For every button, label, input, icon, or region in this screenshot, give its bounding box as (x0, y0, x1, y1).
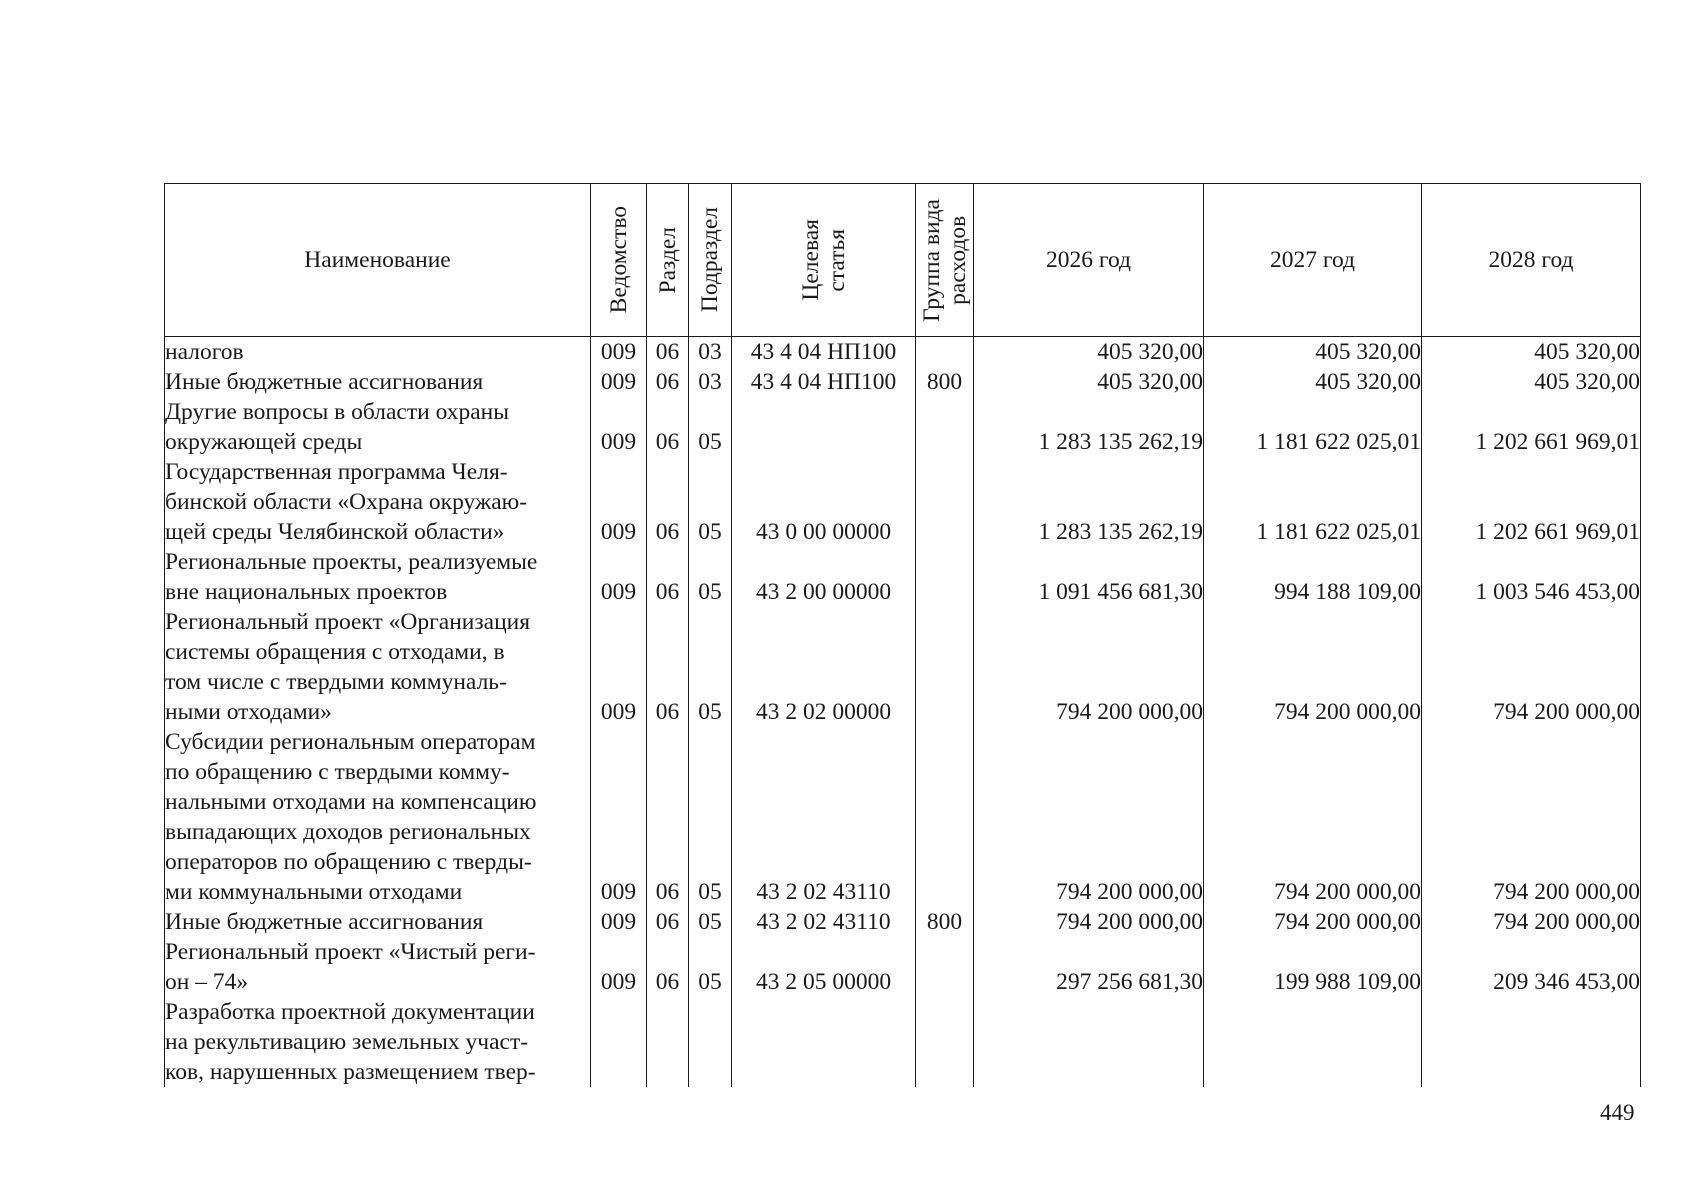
cell-name (165, 937, 591, 997)
cell-amount-2027 (1204, 997, 1422, 1087)
name-line: том числе с твердыми коммуналь- (165, 669, 507, 695)
cell-podrazdel: 05 (689, 457, 732, 547)
cell-expense-group (916, 937, 974, 997)
page-number: 449 (1600, 1100, 1635, 1125)
cell-razdel: 06 (647, 547, 689, 607)
name-line: операторов по обращению с тверды- (165, 849, 532, 875)
name-line: Другие вопросы в области охраны (165, 399, 510, 425)
cell-amount-2026: 405 320,00 (974, 367, 1204, 397)
table-row (165, 907, 1641, 937)
cell-amount-2026: 1 283 135 262,19 (974, 397, 1204, 457)
cell-name (165, 457, 591, 547)
cell-vedomstvo: 009 (591, 547, 647, 607)
cell-expense-group: 800 (916, 367, 974, 397)
cell-vedomstvo: 009 (591, 457, 647, 547)
cell-amount-2026: 1 283 135 262,19 (974, 457, 1204, 547)
cell-podrazdel: 05 (689, 607, 732, 727)
header-year-2028: 2028 год (1422, 184, 1641, 337)
table-row (165, 937, 1641, 997)
header-podrazdel: Подраздел (689, 184, 732, 337)
table-row (165, 397, 1641, 457)
name-line: выпадающих доходов региональных (165, 819, 531, 845)
cell-expense-group (916, 727, 974, 907)
name-line: щей среды Челябинской области» (165, 519, 505, 545)
cell-podrazdel: 05 (689, 937, 732, 997)
cell-amount-2028: 209 346 453,00 (1422, 937, 1641, 997)
cell-vedomstvo: 009 (591, 727, 647, 907)
name-line: Региональный проект «Чистый реги- (165, 939, 536, 965)
table-row (165, 547, 1641, 607)
cell-vedomstvo: 009 (591, 397, 647, 457)
cell-target-article: 43 2 00 00000 (732, 547, 916, 607)
cell-expense-group (916, 397, 974, 457)
name-line: вне национальных проектов (165, 579, 448, 605)
cell-amount-2027: 1 181 622 025,01 (1204, 397, 1422, 457)
cell-target-article: 43 2 02 43110 (732, 907, 916, 937)
cell-podrazdel (689, 997, 732, 1087)
cell-name (165, 397, 591, 457)
table-row (165, 367, 1641, 397)
cell-podrazdel: 03 (689, 337, 732, 368)
cell-target-article (732, 397, 916, 457)
cell-podrazdel: 05 (689, 907, 732, 937)
name-line: на рекультивацию земельных участ- (165, 1029, 529, 1055)
cell-vedomstvo: 009 (591, 907, 647, 937)
cell-amount-2027: 794 200 000,00 (1204, 727, 1422, 907)
cell-amount-2027: 405 320,00 (1204, 367, 1422, 397)
name-line: он – 74» (165, 969, 249, 995)
cell-vedomstvo: 009 (591, 937, 647, 997)
table-row (165, 727, 1641, 907)
table-body (165, 337, 1641, 1088)
cell-amount-2026: 297 256 681,30 (974, 937, 1204, 997)
name-line: Региональные проекты, реализуемые (165, 549, 538, 575)
cell-name (165, 607, 591, 727)
cell-razdel: 06 (647, 337, 689, 368)
cell-amount-2026: 794 200 000,00 (974, 727, 1204, 907)
cell-amount-2028: 794 200 000,00 (1422, 607, 1641, 727)
cell-amount-2028: 405 320,00 (1422, 367, 1641, 397)
header-row (165, 184, 1641, 337)
cell-amount-2028 (1422, 997, 1641, 1087)
name-line: Субсидии региональным операторам (165, 729, 536, 755)
cell-expense-group (916, 547, 974, 607)
cell-vedomstvo (591, 997, 647, 1087)
cell-target-article: 43 2 02 43110 (732, 727, 916, 907)
table-row (165, 607, 1641, 727)
cell-target-article: 43 4 04 НП100 (732, 367, 916, 397)
header-razdel: Раздел (647, 184, 689, 337)
cell-target-article: 43 2 05 00000 (732, 937, 916, 997)
cell-amount-2026: 405 320,00 (974, 337, 1204, 368)
cell-vedomstvo: 009 (591, 367, 647, 397)
name-line: по обращению с твердыми комму- (165, 759, 510, 785)
cell-amount-2028: 1 202 661 969,01 (1422, 397, 1641, 457)
cell-name (165, 367, 591, 397)
cell-name (165, 727, 591, 907)
budget-table (164, 183, 1641, 1087)
cell-name (165, 547, 591, 607)
cell-razdel: 06 (647, 457, 689, 547)
cell-razdel: 06 (647, 607, 689, 727)
name-line: ными отходами» (165, 699, 332, 725)
name-line: ми коммунальными отходами (165, 879, 463, 905)
cell-razdel (647, 997, 689, 1087)
cell-amount-2027: 794 200 000,00 (1204, 607, 1422, 727)
cell-podrazdel: 03 (689, 367, 732, 397)
cell-vedomstvo: 009 (591, 607, 647, 727)
cell-amount-2027: 405 320,00 (1204, 337, 1422, 368)
cell-target-article: 43 2 02 00000 (732, 607, 916, 727)
name-line: нальными отходами на компенсацию (165, 789, 537, 815)
cell-expense-group (916, 607, 974, 727)
cell-amount-2026: 794 200 000,00 (974, 907, 1204, 937)
cell-razdel: 06 (647, 907, 689, 937)
cell-amount-2028: 1 003 546 453,00 (1422, 547, 1641, 607)
name-line: окружающей среды (165, 429, 363, 455)
cell-amount-2026: 1 091 456 681,30 (974, 547, 1204, 607)
name-line: бинской области «Охрана окружаю- (165, 489, 528, 515)
name-line: налогов (165, 339, 244, 365)
cell-expense-group (916, 337, 974, 368)
header-name: Наименование (165, 184, 591, 337)
cell-name (165, 337, 591, 368)
name-line: системы обращения с отходами, в (165, 639, 505, 665)
cell-target-article: 43 0 00 00000 (732, 457, 916, 547)
name-line: Иные бюджетные ассигнования (165, 909, 484, 935)
name-line: ков, нарушенных размещением твер- (165, 1059, 536, 1085)
cell-razdel: 06 (647, 937, 689, 997)
cell-amount-2026 (974, 997, 1204, 1087)
table-row (165, 997, 1641, 1087)
header-expense-group: Группа вида расходов (916, 184, 974, 337)
cell-name (165, 907, 591, 937)
cell-amount-2026: 794 200 000,00 (974, 607, 1204, 727)
cell-amount-2028: 794 200 000,00 (1422, 907, 1641, 937)
cell-expense-group (916, 457, 974, 547)
cell-expense-group (916, 997, 974, 1087)
cell-target-article (732, 997, 916, 1087)
cell-vedomstvo: 009 (591, 337, 647, 368)
name-line: Иные бюджетные ассигнования (165, 369, 484, 395)
table-row (165, 457, 1641, 547)
table-row (165, 337, 1641, 368)
header-vedomstvo: Ведомство (591, 184, 647, 337)
cell-amount-2027: 994 188 109,00 (1204, 547, 1422, 607)
name-line: Региональный проект «Организация (165, 609, 531, 635)
header-year-2027: 2027 год (1204, 184, 1422, 337)
cell-amount-2028: 794 200 000,00 (1422, 727, 1641, 907)
cell-razdel: 06 (647, 727, 689, 907)
cell-razdel: 06 (647, 367, 689, 397)
header-target-article: Целевая статья (732, 184, 916, 337)
cell-podrazdel: 05 (689, 397, 732, 457)
cell-podrazdel: 05 (689, 547, 732, 607)
cell-expense-group: 800 (916, 907, 974, 937)
cell-amount-2027: 794 200 000,00 (1204, 907, 1422, 937)
name-line: Разработка проектной документации (165, 999, 535, 1025)
name-line: Государственная программа Челя- (165, 459, 508, 485)
cell-amount-2027: 199 988 109,00 (1204, 937, 1422, 997)
cell-amount-2027: 1 181 622 025,01 (1204, 457, 1422, 547)
cell-amount-2028: 405 320,00 (1422, 337, 1641, 368)
cell-podrazdel: 05 (689, 727, 732, 907)
cell-target-article: 43 4 04 НП100 (732, 337, 916, 368)
cell-amount-2028: 1 202 661 969,01 (1422, 457, 1641, 547)
header-year-2026: 2026 год (974, 184, 1204, 337)
cell-razdel: 06 (647, 397, 689, 457)
cell-name (165, 997, 591, 1087)
